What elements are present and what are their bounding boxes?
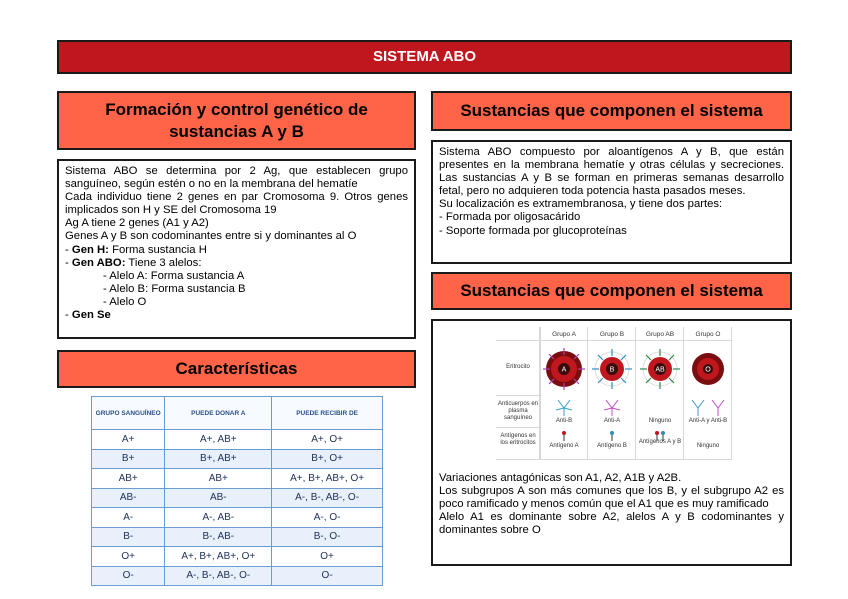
antigeno-label: Ninguno <box>696 443 720 449</box>
table-row <box>92 449 383 469</box>
abo-figure <box>496 327 732 460</box>
table-cell: O- <box>92 566 165 586</box>
table-row <box>92 547 383 567</box>
table-cell: AB+ <box>92 469 165 489</box>
table-cell: O- <box>272 566 383 586</box>
table-row <box>92 508 383 528</box>
table-cell: B+, O+ <box>272 449 383 469</box>
table-cell: A-, O- <box>272 508 383 528</box>
table-cell: B+ <box>92 449 165 469</box>
table-cell: O+ <box>92 547 165 567</box>
section-title-line2: sustancias A y B <box>169 122 304 141</box>
anticuerpo-label: Anti-B <box>555 418 573 424</box>
figure-col-header: Grupo O <box>695 331 721 338</box>
figure-col-header: Grupo AB <box>645 331 675 338</box>
figure-row-header: Anticuerpos en plasma sanguíneo <box>497 401 539 421</box>
text-line: Ag A tiene 2 genes (A1 y A2) <box>65 217 209 230</box>
table-cell: B-, O- <box>272 527 383 547</box>
cell-label: AB <box>655 366 665 374</box>
gen-h-text: Forma sustancia H <box>108 243 207 256</box>
blood-type-table <box>91 396 383 586</box>
alelo-line: - Alelo O <box>103 295 147 308</box>
text-line: Genes A y B son codominantes entre si y dominantes al O <box>65 230 357 243</box>
table-row <box>92 566 383 586</box>
figure-col-header: Grupo B <box>599 331 625 338</box>
text-line: Sistema ABO se determina por 2 Ag, que establecen grupo sanguíneo, según estén o no en la membrana del hematíe <box>65 165 408 191</box>
section-header-formacion <box>57 91 416 150</box>
table-cell: A- <box>92 508 165 528</box>
table-row <box>92 430 383 450</box>
table-cell: A-, B-, AB-, O- <box>165 566 272 586</box>
page-title: SISTEMA ABO <box>57 40 792 74</box>
cell-label: B <box>609 366 615 374</box>
text-paragraph: Sistema ABO compuesto por aloantígenos A y B, que están presentes en la membrana hematíe y otras células y secreciones. Las sustancias A y B se forman en primeras semanas desarrollo fetal, pero no adquieren toda potencia hasta pasados meses. <box>439 146 784 198</box>
table-row <box>92 488 383 508</box>
table-row <box>92 469 383 489</box>
gen-h-line: - Gen H: Forma sustancia H <box>65 243 207 256</box>
antigeno-label: Antígenos A y B <box>638 439 682 445</box>
table-cell: A+ <box>92 430 165 450</box>
alelo-line: - Alelo B: Forma sustancia B <box>103 282 246 295</box>
table-cell: AB- <box>165 488 272 508</box>
table-cell: A+, B+, AB+, O+ <box>165 547 272 567</box>
table-cell: B+, AB+ <box>165 449 272 469</box>
section-title-line1: Formación y control genético de <box>105 100 368 119</box>
anticuerpo-label: Anti-A <box>603 418 621 424</box>
gen-se-line: - Gen Se <box>65 309 111 322</box>
erythrocyte-o <box>692 353 724 385</box>
table-header: PUEDE DONAR A <box>165 397 272 430</box>
antibody-illustrations <box>540 396 732 420</box>
erythrocyte-illustrations <box>540 341 732 396</box>
table-cell: AB- <box>92 488 165 508</box>
text-line: - Soporte formada por glucoproteínas <box>439 224 627 237</box>
cell-label: A <box>561 366 567 374</box>
figure-col-header: Grupo A <box>552 331 576 338</box>
gen-h-label: Gen H: <box>71 243 109 256</box>
gen-se-label: Gen Se <box>71 309 111 322</box>
figure-row-header: Eritrocito <box>506 364 530 370</box>
gen-abo-label: Gen ABO: <box>71 256 126 269</box>
table-cell: B- <box>92 527 165 547</box>
table-cell: A+, O+ <box>272 430 383 450</box>
table-cell: A-, AB- <box>165 508 272 528</box>
antigeno-label: Antígeno B <box>597 443 627 449</box>
text-line: - Formada por oligosacárido <box>439 211 581 224</box>
cell-label: O <box>705 366 711 374</box>
figure-row-header: Antígenos en los eritrocitos <box>500 433 536 446</box>
text-line: Variaciones antagónicas son A1, A2, A1B y A2B. <box>439 472 682 484</box>
table-header: GRUPO SANGUÍNEO <box>92 397 165 430</box>
table-header: PUEDE RECIBIR DE <box>272 397 383 430</box>
table-header-row <box>92 397 383 430</box>
table-cell: AB+ <box>165 469 272 489</box>
table-row <box>92 527 383 547</box>
table-cell: O+ <box>272 547 383 567</box>
table-cell: A+, B+, AB+, O+ <box>272 469 383 489</box>
text-line: Cada individuo tiene 2 genes en par Cromosoma 9. Otros genes implicados son H y SE del Cromosoma 19 <box>65 191 408 217</box>
sustancias-text-box <box>431 140 792 264</box>
text-paragraph: Los subgrupos A son más comunes que los B, y el subgrupo A2 es poco ramificado y menos común que el A1 que es muy ramificado <box>439 485 784 511</box>
gen-abo-line: - Gen ABO: Tiene 3 alelos: <box>65 256 202 269</box>
section-header-sustancias-2: Sustancias que componen el sistema <box>431 272 792 310</box>
table-cell: A+, AB+ <box>165 430 272 450</box>
text-paragraph: Alelo A1 es dominante sobre A2, alelos A y B codominantes y dominantes sobre O <box>439 511 784 537</box>
alelo-line: - Alelo A: Forma sustancia A <box>103 269 245 282</box>
erythrocyte-a <box>543 348 585 390</box>
erythrocyte-b <box>592 349 632 389</box>
section-header-caracteristicas: Características <box>57 350 416 388</box>
anticuerpo-label: Ninguno <box>648 418 672 424</box>
formacion-text-box <box>57 159 416 339</box>
table-cell: A-, B-, AB-, O- <box>272 488 383 508</box>
erythrocyte-ab <box>640 349 680 389</box>
table-cell: B-, AB- <box>165 527 272 547</box>
anticuerpo-label: Anti-A y Anti-B <box>688 418 728 424</box>
section-header-sustancias: Sustancias que componen el sistema <box>431 91 792 131</box>
text-line: Su localización es extramembranosa, y tiene dos partes: <box>439 198 723 211</box>
gen-abo-text: Tiene 3 alelos: <box>125 256 202 269</box>
antigeno-label: Antígeno A <box>549 443 579 449</box>
